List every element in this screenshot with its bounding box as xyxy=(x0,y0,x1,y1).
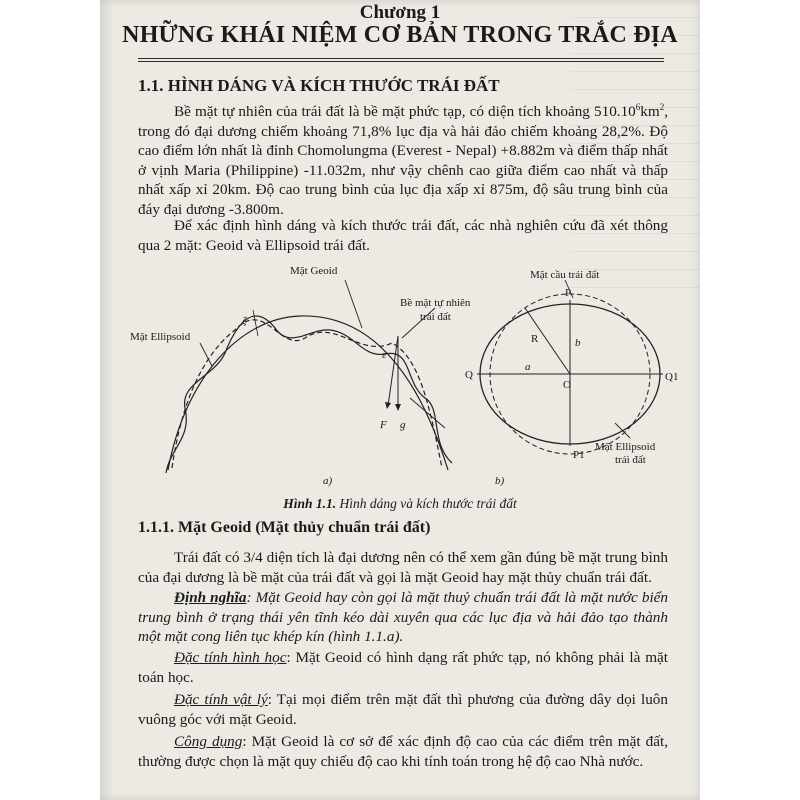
label-center-o: O xyxy=(563,379,571,391)
label-point-q1: Q1 xyxy=(665,371,679,383)
paragraph-surface: Bề mặt tự nhiên của trái đất là bề mặt phức tạp, có diện tích khoảng $510.10^6km^2$, trong đó đại dương chiếm khoảng 71,8% lục địa và hải đảo chiếm khoảng 28,2%. Độ cao điểm lớn nhất là đỉnh Chomolungma (Everest - Nepal) +8.882m và điểm thấp nhất ở vịnh Maria (Philippine) -11.032m, như vậy chênh cao giữa điểm cao nhất và thấp nhất xấp xỉ 20km. Độ cao trung bình của lục địa xấp xỉ 875m, độ sâu trung bình của đáy đại dương -3.800m. xyxy=(138,102,668,218)
label-mat-ellipsoid: Mặt Ellipsoid xyxy=(130,331,191,343)
subsection-heading: 1.1.1. Mặt Geoid (Mặt thủy chuẩn trái đất) xyxy=(138,519,431,536)
book-page xyxy=(100,0,700,800)
label-trai-dat: trái đất xyxy=(420,311,451,323)
paragraph-geoid-intro: Trái đất có 3/4 diện tích là đại dương nên có thể xem gần đúng bề mặt trung bình của đại dương là bề mặt của trái đất và gọi là mặt Geoid hay mặt thủy chuẩn trái đất. xyxy=(138,549,668,586)
paragraph-definition: Định nghĩa: Mặt Geoid hay còn gọi là mặt thuỷ chuẩn trái đất là mặt nước biển trung bình ở trạng thái yên tĩnh kéo dài xuyên qua các lục địa và hải đảo tạo thành một mặt cong liên tục khép kín (hình 1.1.a). xyxy=(138,589,668,645)
paragraph-usage: Công dụng: Mặt Geoid là cơ sở để xác định độ cao của các điểm trên mặt đất, thường được chọn là mặt quy chiếu độ cao khi tính toán trong hệ độ cao Nhà nước. xyxy=(138,733,668,770)
label-semi-b: b xyxy=(575,337,581,349)
label-radius-r: R xyxy=(531,333,539,345)
label-be-mat-tu-nhien: Bề mặt tự nhiên xyxy=(400,297,470,309)
label-vector-f: F xyxy=(380,419,387,431)
title-rule xyxy=(138,58,664,59)
chapter-number: Chương 1 xyxy=(359,2,441,23)
label-trai-dat-b: trái đất xyxy=(615,454,646,466)
label-vector-g: g xyxy=(400,419,406,431)
section-heading: 1.1. HÌNH DÁNG VÀ KÍCH THƯỚC TRÁI ĐẤT xyxy=(138,76,500,95)
paragraph-geoid-ellipsoid: Để xác định hình dáng và kích thước trái đất, các nhà nghiên cứu đã xét thông qua 2 mặt: Geoid và Ellipsoid trái đất. xyxy=(138,217,668,254)
figure-caption: Hình 1.1. Hình dáng và kích thước trái đất xyxy=(283,496,517,511)
label-mat-ellipsoid-b: Mặt Ellipsoid xyxy=(595,441,656,453)
label-zeta: ζ xyxy=(242,315,247,327)
figure-sublabel-b: b) xyxy=(495,475,505,487)
figure-sublabel-a: a) xyxy=(323,475,333,487)
label-point-p: P xyxy=(565,287,572,299)
title-rule-2 xyxy=(138,61,664,62)
label-semi-a: a xyxy=(525,361,531,373)
figure-ellipsoid-diagram xyxy=(465,258,700,490)
figure-geoid-diagram xyxy=(130,258,470,490)
label-point-p1: P1 xyxy=(573,449,585,461)
label-mat-cau: Mặt cầu trái đất xyxy=(530,269,600,281)
label-point-q: Q xyxy=(465,369,473,381)
label-mat-geoid: Mặt Geoid xyxy=(290,265,338,277)
label-epsilon: ε xyxy=(382,349,387,361)
chapter-title: NHỮNG KHÁI NIỆM CƠ BẢN TRONG TRẮC ĐỊA xyxy=(122,22,678,48)
paragraph-physics: Đặc tính vật lý: Tại mọi điểm trên mặt đất thì phương của đường dây dọi luôn vuông góc với mặt Geoid. xyxy=(138,691,668,728)
paragraph-geometry: Đặc tính hình học: Mặt Geoid có hình dạng rất phức tạp, nó không phải là mặt toán học. xyxy=(138,649,668,686)
